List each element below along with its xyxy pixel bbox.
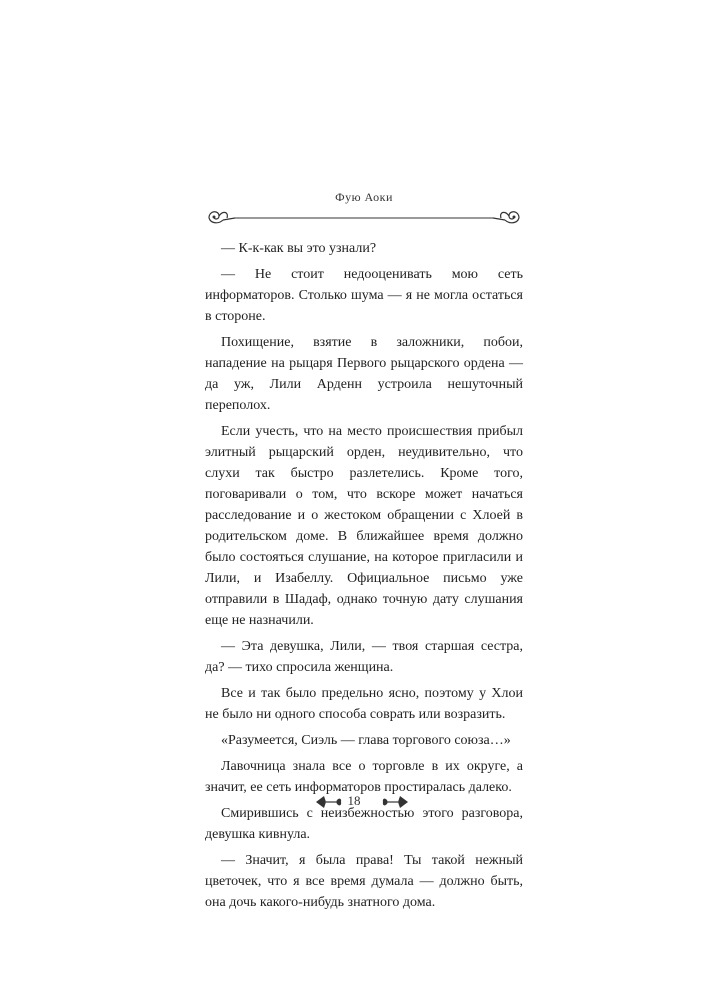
page-number: 18 [347,793,361,808]
paragraph: Лавочница знала все о торговле в их округе, а значит, ее сеть информаторов простиралась далеко. [205,759,523,795]
paragraph: Похищение, взятие в заложники, побои, нападение на рыцаря Первого рыцарского ордена — да уж, Лили Арденн устроила нешуточный переполох. [205,335,523,413]
paragraph: Если учесть, что на место происшествия прибыл элитный рыцарский орден, неудивительно, что слухи так быстро разлетелись. Кроме того, поговаривали о том, что вскоре может начаться расследование и о жестоком обращении с Хлоей в родительском доме. В ближайшее время должно было состояться слушание, на которое пригласили и Лили, и Изабеллу. Официальное письмо уже отправили в Шадаф, однако точную дату слушания еще не назначили. [205,424,523,628]
ornamental-flourish-icon [205,206,523,228]
paragraph: — Значит, я была права! Ты такой нежный цветочек, что я все время думала — должно быть, она дочь какого-нибудь знатного дома. [205,853,523,910]
running-head: Фую Аоки [335,190,393,204]
paragraph: — Эта девушка, Лили, — твоя старшая сестра, да? — тихо спросила женщина. [205,639,523,675]
paragraph: Все и так было предельно ясно, поэтому у Хлои не было ни одного способа соврать или возразить. [205,686,523,722]
paragraph: «Разумеется, Сиэль — глава торгового союза…» [221,733,511,748]
paragraph: Смирившись с неизбежностью этого разговора, девушка кивнула. [205,806,523,842]
fleuron-right-icon [380,793,410,811]
paragraph: — К-к-как вы это узнали? [221,241,377,256]
page-footer [0,791,707,813]
paragraph: — Не стоит недооценивать мою сеть информаторов. Столько шума — я не могла остаться в стороне. [205,267,523,324]
page-header [205,190,523,207]
